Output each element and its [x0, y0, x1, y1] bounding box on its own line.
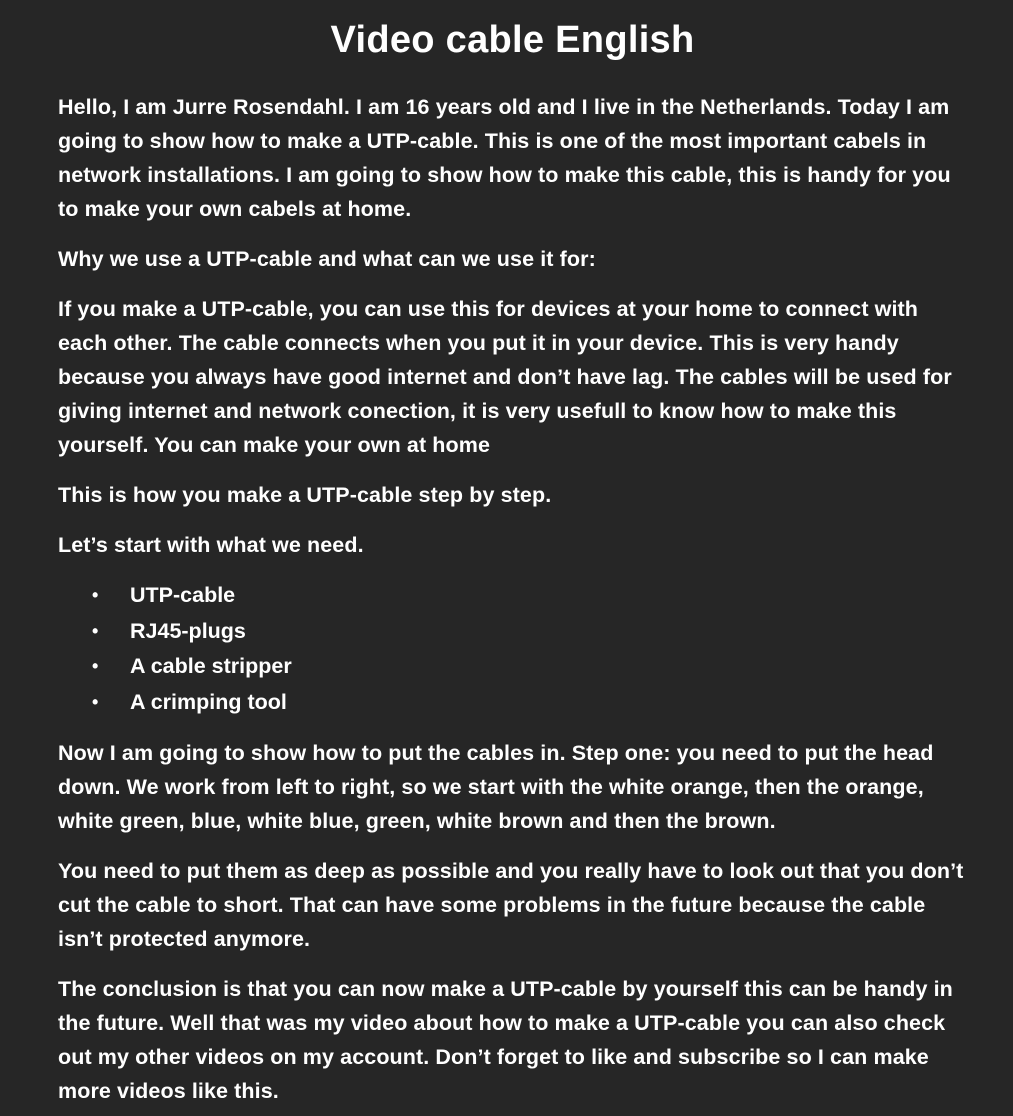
bullet-icon: •: [92, 691, 99, 712]
list-item-label: UTP-cable: [130, 583, 236, 607]
bullet-icon: •: [92, 620, 99, 641]
list-item-label: A cable stripper: [130, 654, 292, 678]
list-item: [58, 685, 967, 721]
needs-intro-paragraph: Let’s start with what we need.: [58, 533, 364, 557]
list-item: [58, 614, 967, 650]
document-title: Video cable English: [330, 19, 695, 61]
step-one-paragraph: Now I am going to show how to put the cables in. Step one: you need to put the head down. We work from left to right, so we start with the white orange, then the orange, white green, blue, white blue, green, white brown and then the brown.: [58, 741, 934, 833]
conclusion-paragraph: The conclusion is that you can now make a UTP-cable by yourself this can be handy in the future. Well that was my video about how to make a UTP-cable you can also check out my other videos on my account. Don’t forget to like and subscribe so I can make more videos like this.: [58, 977, 953, 1103]
bullet-icon: •: [92, 585, 99, 605]
list-item: [58, 649, 967, 685]
list-item: [58, 578, 967, 614]
list-item-label: RJ45-plugs: [130, 618, 246, 643]
why-heading: Why we use a UTP-cable and what can we use it for:: [58, 247, 596, 271]
depth-paragraph: You need to put them as deep as possible and you really have to look out that you don’t cut the cable to short. That can have some problems in the future because the cable isn’t protected anymore.: [58, 859, 964, 951]
needs-list: [58, 578, 967, 720]
why-paragraph: If you make a UTP-cable, you can use this for devices at your home to connect with each other. The cable connects when you put it in your device. This is very handy because you always have good internet and don’t have lag. The cables will be used for giving internet and network conection, it is very usefull to know how to make this yourself. You can make your own at home: [58, 297, 952, 457]
how-intro-paragraph: This is how you make a UTP-cable step by step.: [58, 483, 552, 507]
bullet-icon: •: [92, 656, 99, 676]
list-item-label: A crimping tool: [130, 689, 287, 714]
intro-paragraph: Hello, I am Jurre Rosendahl. I am 16 years old and I live in the Netherlands. Today I am going to show how to make a UTP-cable. This is one of the most important cabels in network installations. I am going to show how to make this cable, this is handy for you to make your own cabels at home.: [58, 95, 951, 221]
